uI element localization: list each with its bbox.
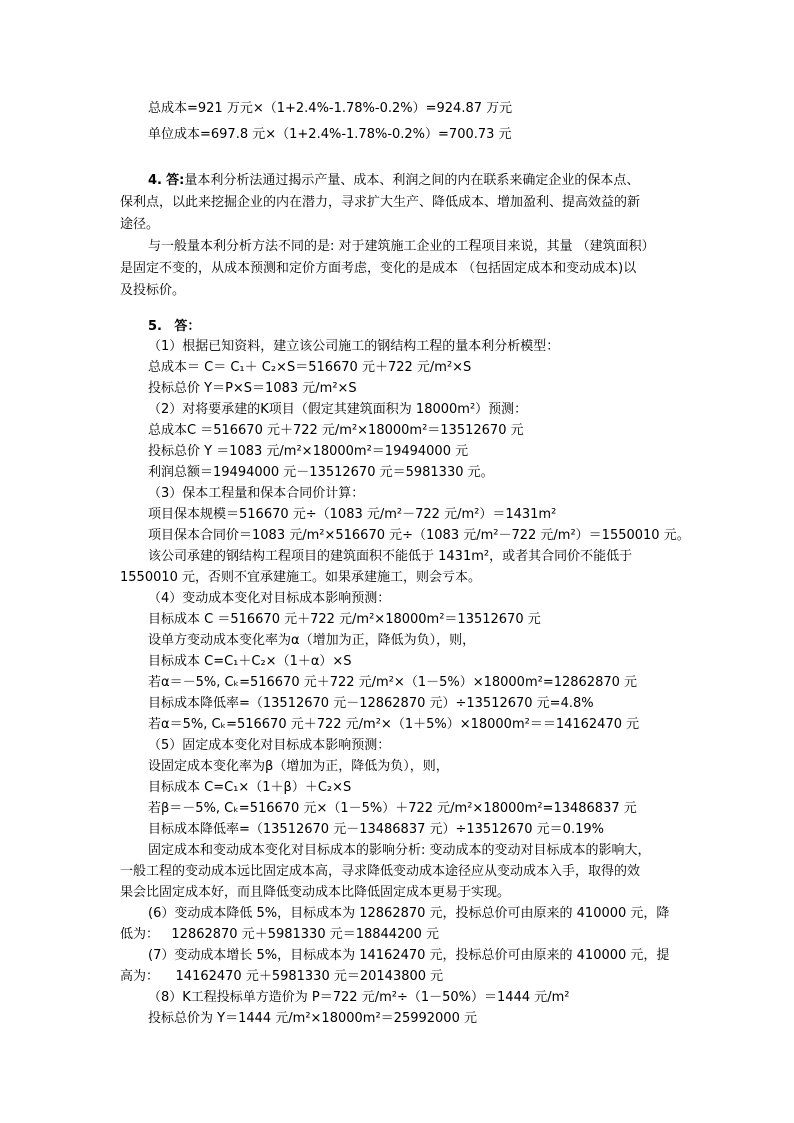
answer-5-line-4: （2）对将要承建的K项目（假定其建筑面积为 18000m²）预测： xyxy=(148,402,528,417)
answer-4-label: 答: xyxy=(166,173,185,188)
answer-5-line-30: (7）变动成本增长 5%，目标成本为 14162470 元，投标总价可由原来的 410000 元，提 xyxy=(148,948,670,963)
answer-4-number: 4. xyxy=(148,173,162,188)
answer-5-line-5: 总成本C ＝516670 元＋722 元/m²×18000m²＝13512670 元 xyxy=(148,423,524,438)
answer-4-line-4: 与一般量本利分析方法不同的是: 对于建筑施工企业的工程项目来说，其量 （建筑面积） xyxy=(148,239,655,254)
answer-4-line-3: 途径。 xyxy=(120,217,160,232)
answer-5-line-31: 高为： 14162470 元＋5981330 元＝20143800 元 xyxy=(120,969,444,984)
answer-5-number: 5. xyxy=(148,319,162,334)
answer-5-line-7: 利润总额＝19494000 元－13512670 元＝5981330 元。 xyxy=(148,465,494,480)
answer-5-line-23: 若β＝－5%, Cₖ=516670 元×（1－5%）＋722 元/m²×18000m²=13486837 元 xyxy=(148,801,637,816)
answer-5-line-13: （4）变动成本变化对目标成本影响预测： xyxy=(148,591,391,606)
answer-5-line-14: 目标成本 C ＝516670 元＋722 元/m²×18000m²＝13512670 元 xyxy=(148,612,541,627)
unit-cost-line: 单位成本=697.8 元×（1+2.4%-1.78%-0.2%）=700.73 元 xyxy=(148,127,512,142)
answer-4-line-1 xyxy=(148,173,639,189)
answer-5-line-9: 项目保本规模＝516670 元÷（1083 元/m²－722 元/m²）＝1431m² xyxy=(148,507,557,522)
answer-5-line-8: （3）保本工程量和保本合同价计算： xyxy=(148,486,365,501)
answer-5-line-16: 目标成本 C=C₁＋C₂×（1＋α）×S xyxy=(148,654,352,669)
answer-4-line-2: 保利点，以此来挖掘企业的内在潜力，寻求扩大生产、降低成本、增加盈利、提高效益的新 xyxy=(120,195,641,210)
answer-5-line-15: 设单方变动成本变化率为α（增加为正，降低为负），则， xyxy=(148,633,476,648)
answer-5-heading xyxy=(148,319,200,335)
answer-4-line-5: 是固定不变的，从成本预测和定价方面考虑，变化的是成本 （包括固定成本和变动成本)以 xyxy=(120,261,637,276)
answer-5-line-24: 目标成本降低率=（13512670 元－13486837 元）÷13512670 元＝0.19% xyxy=(148,822,604,837)
answer-5-line-27: 果会比固定成本好，而且降低变动成本比降低固定成本更易于实现。 xyxy=(120,885,511,900)
total-cost-line: 总成本=921 万元×（1+2.4%-1.78%-0.2%）=924.87 万元 xyxy=(148,101,513,116)
answer-5-line-32: （8）K工程投标单方造价为 P＝722 元/m²÷（1－50%）＝1444 元/m² xyxy=(148,990,570,1005)
answer-5-line-25: 固定成本和变动成本变化对目标成本的影响分析: 变动成本的变动对目标成本的影响大， xyxy=(148,843,651,858)
answer-5-line-22: 目标成本 C=C₁×（1＋β）＋C₂×S xyxy=(148,780,352,795)
answer-5-line-1: （1）根据已知资料，建立该公司施工的钢结构工程的量本利分析模型： xyxy=(148,339,560,354)
answer-5-line-2: 总成本＝ C＝ C₁＋ C₂×S＝516670 元＋722 元/m²×S xyxy=(148,360,472,375)
answer-5-line-29: 低为： 12862870 元＋5981330 元＝18844200 元 xyxy=(120,927,440,942)
answer-5-line-28: (6）变动成本降低 5%，目标成本为 12862870 元，投标总价可由原来的 410000 元，降 xyxy=(148,906,670,921)
answer-5-line-3: 投标总价 Y＝P×S＝1083 元/m²×S xyxy=(148,381,357,396)
answer-5-line-11: 该公司承建的钢结构工程项目的建筑面积不能低于 1431m²，或者其合同价不能低于 xyxy=(148,549,633,564)
answer-5-line-33: 投标总价为 Y＝1444 元/m²×18000m²＝25992000 元 xyxy=(148,1011,477,1026)
answer-5-line-20: （5）固定成本变化对目标成本影响预测： xyxy=(148,738,391,753)
answer-4-line-6: 及投标价。 xyxy=(120,283,186,298)
answer-5-line-17: 若α＝－5%, Cₖ=516670 元＋722 元/m²×（1－5%）×18000m²=12862870 元 xyxy=(148,675,638,690)
answer-5-line-12: 1550010 元，否则不宜承建施工。如果承建施工，则会亏本。 xyxy=(120,570,482,585)
answer-5-label: 答： xyxy=(174,319,201,334)
answer-5-line-18: 目标成本降低率=（13512670 元－12862870 元）÷13512670 元=4.8% xyxy=(148,696,594,711)
answer-5-line-19: 若α＝5%, Cₖ=516670 元＋722 元/m²×（1＋5%）×18000m²＝＝14162470 元 xyxy=(148,717,640,732)
answer-5-line-21: 设固定成本变化率为β（增加为正，降低为负），则， xyxy=(148,759,449,774)
answer-5-line-6: 投标总价 Y ＝1083 元/m²×18000m²＝19494000 元 xyxy=(148,444,469,459)
answer-5-line-26: 一般工程的变动成本远比固定成本高，寻求降低变动成本途径应从变动成本入手，取得的效 xyxy=(120,864,641,879)
answer-4-text-1: 量本利分析法通过揭示产量、成本、利润之间的内在联系来确定企业的保本点、 xyxy=(184,173,640,188)
answer-5-line-10: 项目保本合同价＝1083 元/m²×516670 元÷（1083 元/m²－722 元/m²）＝1550010 元。 xyxy=(148,528,690,543)
